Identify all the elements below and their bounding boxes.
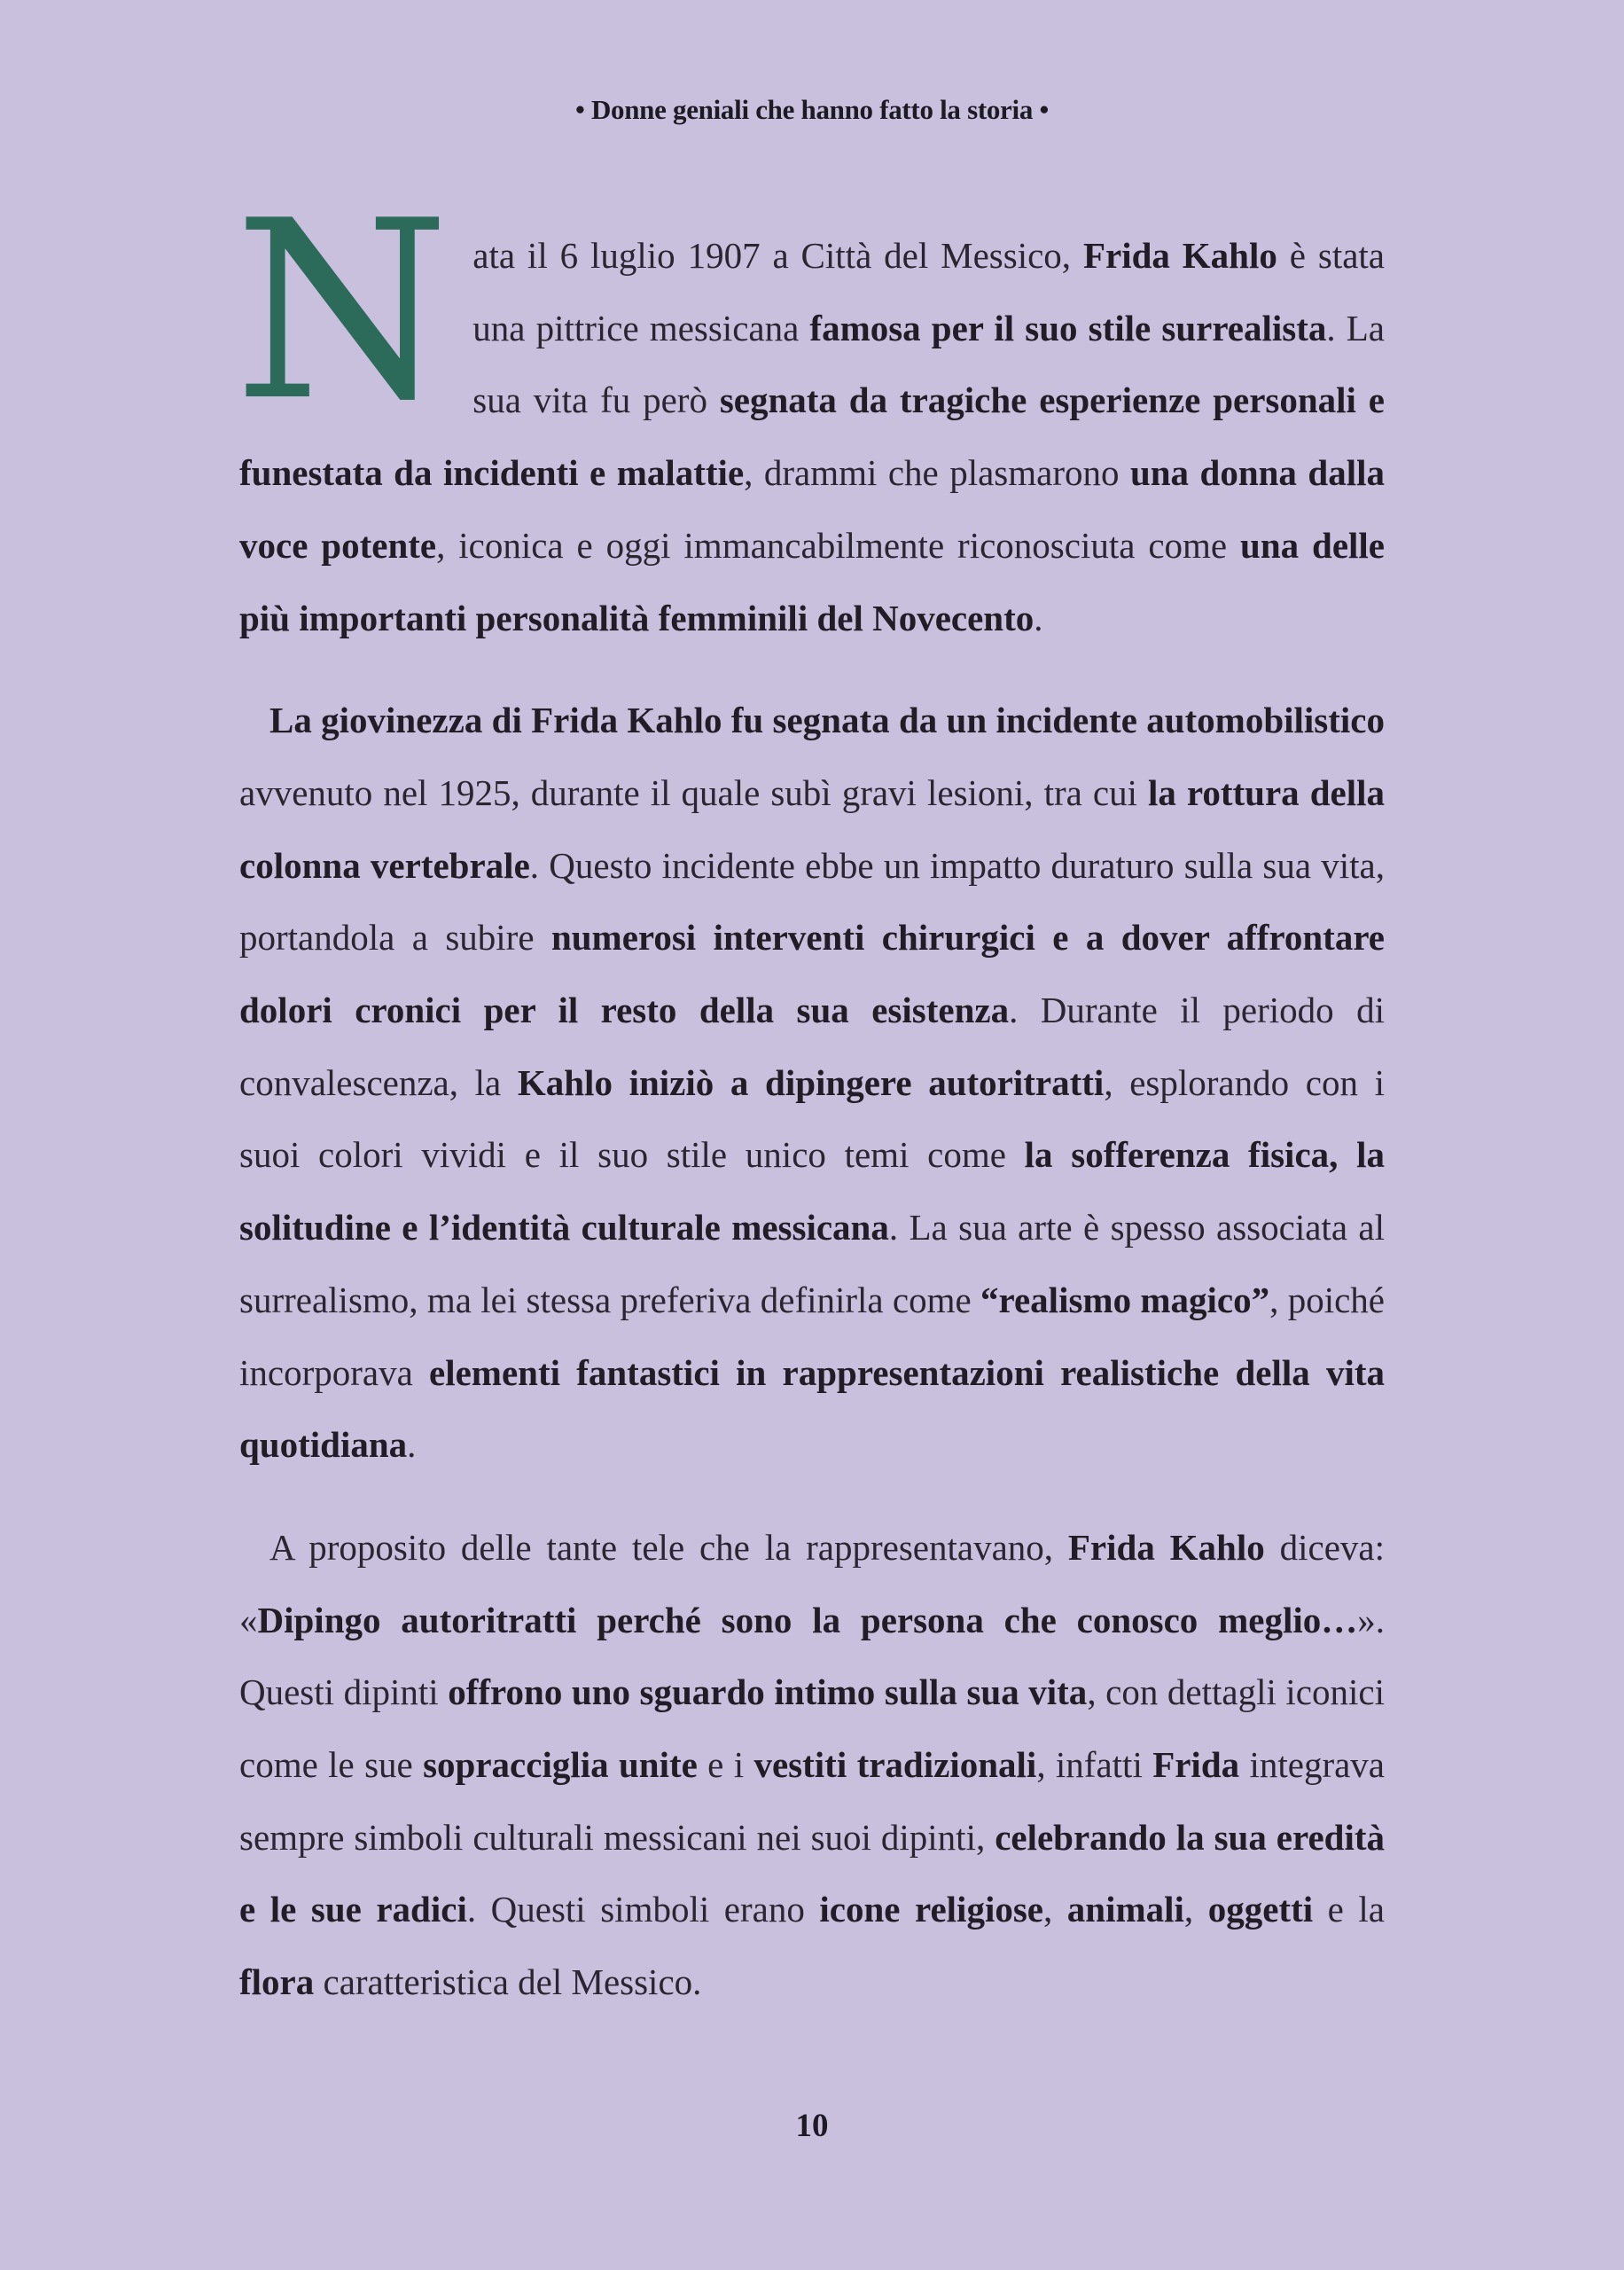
- p3-bold: icone religiose: [819, 1889, 1043, 1930]
- p1-text: .: [1034, 597, 1043, 638]
- p3-bold: vestiti tradizionali: [753, 1744, 1037, 1786]
- body-text: [234, 168, 1386, 2019]
- p3-bold: sopracciglia unite: [423, 1744, 698, 1786]
- p3-text: e la: [1313, 1889, 1385, 1930]
- p1-text: ata il 6 luglio 1907 a Città del Messico,: [472, 235, 1083, 276]
- p2-text: . Questo incidente ebbe un impatto duraturo sulla sua vita, portandola a subire: [239, 844, 1386, 959]
- p3-text: , con dettagli iconici come le sue: [239, 1671, 1385, 1786]
- paragraph-1: [234, 168, 1386, 654]
- p2-text: .: [407, 1424, 417, 1466]
- p3-bold: Frida Kahlo: [1067, 1526, 1265, 1568]
- p3-text: ». Questi dipinti: [239, 1599, 1385, 1713]
- p1-bold: una donna dalla voce potente: [239, 452, 1385, 566]
- p1-text: . La sua vita fu però: [472, 307, 1386, 421]
- p3-bold: offrono uno sguardo intimo sulla sua vita: [448, 1671, 1088, 1713]
- p3-text: caratteristica del Messico.: [314, 1961, 702, 2003]
- p3-text: integrava sempre simboli culturali messicani nei suoi dipinti,: [239, 1744, 1386, 1858]
- p3-bold: animali: [1066, 1889, 1184, 1930]
- drop-cap: N: [234, 168, 450, 455]
- p3-text: A proposito delle tante tele che la rappresentavano,: [269, 1526, 1068, 1568]
- p2-text: avvenuto nel 1925, durante il quale subì gravi lesioni, tra cui: [239, 771, 1148, 813]
- p3-text: ,: [1042, 1889, 1067, 1930]
- p1-text: è stata una pittrice messicana: [472, 235, 1385, 348]
- p1-text: , iconica e oggi immancabilmente riconosciuta come: [436, 524, 1241, 566]
- p2-bold: numerosi interventi chirurgici e a dover affrontare dolori cronici per il resto della sua esistenza: [239, 917, 1385, 1031]
- p2-bold: La giovinezza di Frida Kahlo fu segnata da un incidente automobilistico: [269, 700, 1385, 741]
- p3-text: . Questi simboli erano: [466, 1889, 820, 1930]
- p3-text: e i: [697, 1744, 754, 1786]
- p2-bold: elementi fantastici in rappresentazioni realistiche della vita quotidiana: [239, 1351, 1385, 1466]
- p3-bold: oggetti: [1207, 1889, 1314, 1930]
- p2-text: , poiché incorporava: [239, 1279, 1385, 1393]
- p1-bold: segnata da tragiche esperienze personali e funestata da incidenti e malattie: [239, 380, 1385, 494]
- p1-text: , drammi che plasmarono: [744, 452, 1130, 494]
- p3-bold: Frida: [1152, 1744, 1240, 1786]
- p2-bold: “realismo magico”: [980, 1279, 1270, 1320]
- running-header: • Donne geniali che hanno fatto la storia •: [574, 94, 1050, 125]
- p2-bold: la rottura della colonna vertebrale: [239, 771, 1386, 886]
- p1-bold: famosa per il suo stile surrealista: [809, 307, 1327, 348]
- p1-bold: una delle più importanti personalità femminili del Novecento: [239, 524, 1385, 638]
- p2-text: , esplorando con i suoi colori vividi e il suo stile unico temi come: [239, 1061, 1385, 1176]
- p3-bold: flora: [239, 1961, 315, 2003]
- p2-bold: la sofferenza fisica, la solitudine e l’identità culturale messicana: [239, 1134, 1385, 1248]
- p2-text: . Durante il periodo di convalescenza, la: [239, 990, 1385, 1103]
- p3-bold: Dipingo autoritratti perché sono la persona che conosco meglio…: [257, 1599, 1358, 1640]
- p3-text: ,: [1183, 1889, 1208, 1930]
- paragraph-2: [239, 685, 1385, 1482]
- page-number: 10: [795, 2108, 829, 2144]
- paragraph-3: [239, 1512, 1385, 2019]
- p1-bold: Frida Kahlo: [1082, 235, 1277, 276]
- p2-text: . La sua arte è spesso associata al surrealismo, ma lei stessa preferiva definirla come: [239, 1207, 1385, 1320]
- p2-bold: Kahlo iniziò a dipingere autoritratti: [517, 1061, 1105, 1103]
- p3-text: diceva: «: [239, 1526, 1385, 1640]
- p3-text: , infatti: [1036, 1744, 1153, 1786]
- p3-bold: celebrando la sua eredità e le sue radici: [239, 1816, 1386, 1930]
